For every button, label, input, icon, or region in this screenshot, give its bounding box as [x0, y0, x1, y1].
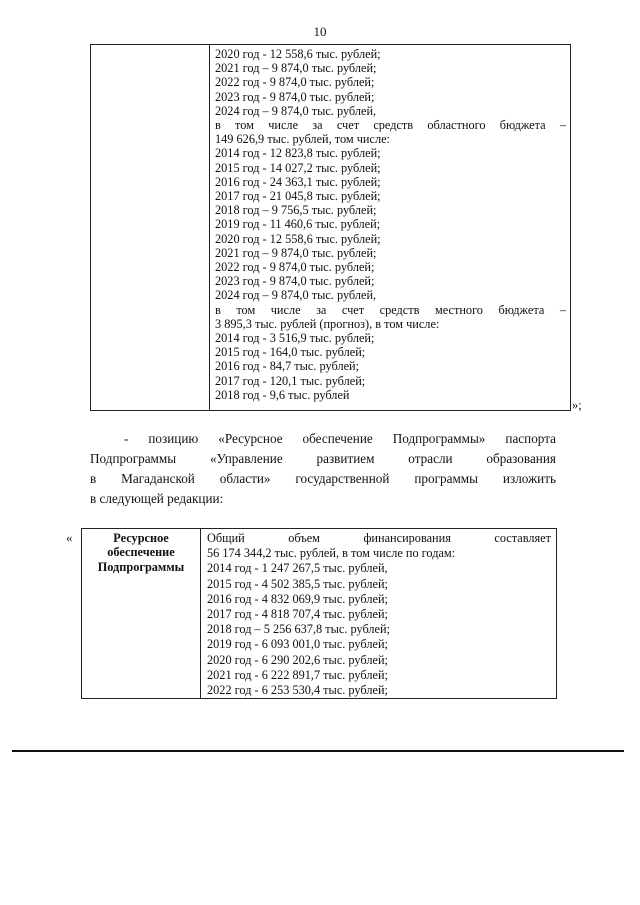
table-line: 2017 год - 120,1 тыс. рублей;	[215, 373, 366, 388]
label-line: Ресурсное	[113, 531, 169, 545]
table-line: 2021 год – 9 874,0 тыс. рублей;	[215, 245, 377, 260]
table-line: 2019 год - 6 093 001,0 тыс. рублей;	[207, 637, 388, 652]
table-line: 2016 год - 84,7 тыс. рублей;	[215, 359, 360, 374]
table-line: 2016 год - 4 832 069,9 тыс. рублей;	[207, 591, 388, 606]
table-line: 2015 год - 4 502 385,5 тыс. рублей;	[207, 576, 388, 591]
label-line: обеспечение	[107, 545, 175, 560]
table-line: 2021 год – 9 874,0 тыс. рублей;	[215, 61, 377, 76]
table-line: 2015 год - 164,0 тыс. рублей;	[215, 345, 366, 360]
closing-quote: »;	[572, 398, 582, 412]
table-line: 2021 год - 6 222 891,7 тыс. рублей;	[207, 667, 388, 682]
table-line: 2022 год - 6 253 530,4 тыс. рублей;	[207, 683, 388, 698]
opening-quote: «	[66, 530, 73, 545]
resource-value-cell	[201, 529, 557, 699]
table-line: 2017 год - 4 818 707,4 тыс. рублей;	[207, 607, 388, 622]
paragraph-line: в следующей редакции:	[90, 491, 224, 506]
table-line: в том числе за счет средств областного бюджета –	[215, 118, 566, 133]
table-line: 2024 год – 9 874,0 тыс. рублей,	[215, 288, 377, 303]
table-line: 2015 год - 14 027,2 тыс. рублей;	[215, 160, 381, 175]
table-line: 2018 год – 5 256 637,8 тыс. рублей;	[207, 622, 390, 637]
paragraph-line: в Магаданской области» государственной программы изложить	[90, 471, 556, 486]
table-line: 2020 год - 12 558,6 тыс. рублей;	[215, 231, 381, 246]
table-line: 2014 год - 12 823,8 тыс. рублей;	[215, 146, 381, 161]
resource-provision-table	[81, 528, 557, 699]
table-line: 2018 год – 9 756,5 тыс. рублей;	[215, 203, 377, 218]
label-line: Подпрограммы	[97, 559, 185, 574]
paragraph-line: Подпрограммы «Управление развитием отрасли образования	[90, 451, 556, 466]
table-line: 2014 год - 1 247 267,5 тыс. рублей,	[207, 561, 388, 576]
table-line: 2022 год - 9 874,0 тыс. рублей;	[215, 75, 375, 90]
table-line: 2014 год - 3 516,9 тыс. рублей;	[215, 331, 375, 346]
table-line: 2024 год – 9 874,0 тыс. рублей,	[215, 103, 377, 118]
page-number: 10	[313, 24, 327, 39]
table-line: в том числе за счет средств местного бюджета –	[215, 302, 566, 317]
table-label-cell	[91, 45, 210, 411]
table-line: 56 174 344,2 тыс. рублей, в том числе по годам:	[207, 546, 456, 561]
table-line: 3 895,3 тыс. рублей (прогноз), в том числе:	[215, 316, 440, 331]
amendment-paragraph	[90, 429, 556, 509]
paragraph-line: - позицию «Ресурсное обеспечение Подпрограммы» паспорта	[124, 431, 556, 446]
table-line: 2018 год - 9,6 тыс. рублей	[215, 387, 350, 402]
table-line: Общий объем финансирования составляет	[207, 531, 551, 545]
page-divider-line	[12, 750, 624, 752]
table-line: 149 626,9 тыс. рублей, том числе:	[215, 132, 390, 147]
table-line: 2017 год - 21 045,8 тыс. рублей;	[215, 189, 381, 204]
table-line: 2023 год - 9 874,0 тыс. рублей;	[215, 274, 375, 289]
table-line: 2020 год - 12 558,6 тыс. рублей;	[215, 47, 381, 61]
funding-table-continued	[90, 44, 571, 411]
table-line: 2019 год - 11 460,6 тыс. рублей;	[215, 217, 381, 232]
table-line: 2022 год - 9 874,0 тыс. рублей;	[215, 260, 375, 275]
table-value-cell	[210, 45, 571, 411]
resource-label-cell	[82, 529, 201, 699]
table-line: 2023 год - 9 874,0 тыс. рублей;	[215, 89, 375, 104]
table-line: 2020 год - 6 290 202,6 тыс. рублей;	[207, 652, 388, 667]
table-line: 2016 год - 24 363,1 тыс. рублей;	[215, 174, 381, 189]
